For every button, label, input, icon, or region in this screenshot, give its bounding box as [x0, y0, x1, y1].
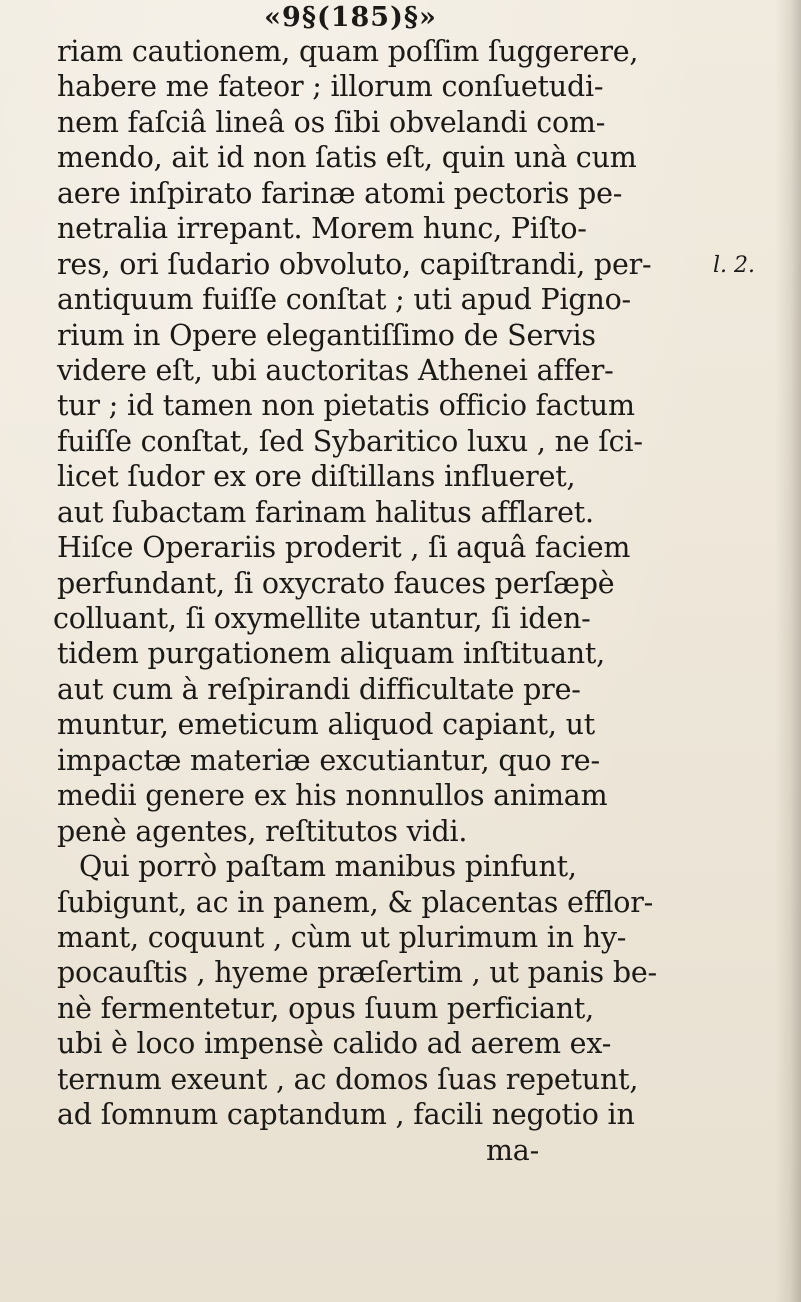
- text-line: Hiſce Operariis proderit , ſi aquâ faciem: [57, 531, 631, 565]
- text-line: nè fermentetur, opus ſuum perficiant,: [57, 991, 595, 1025]
- text-block: [53, 34, 657, 1168]
- text-line: nem faſciâ lineâ os ſibi obvelandi com-: [57, 105, 606, 139]
- text-line: Qui porrò paſtam manibus pinfunt,: [79, 850, 577, 884]
- text-line: aere inſpirato farinæ atomi pectoris pe-: [57, 176, 623, 210]
- page-number: «9§(185)§»: [264, 2, 437, 33]
- text-line: habere me fateor ; illorum conſuetudi-: [57, 70, 604, 104]
- text-line: rium in Opere elegantiſſimo de Servis: [57, 318, 596, 352]
- text-line: colluant, ſi oxymellite utantur, ſi iden-: [53, 602, 591, 635]
- text-line: ſubigunt, ac in panem, & placentas efflor-: [57, 885, 654, 919]
- text-line: tidem purgationem aliquam inſtituant,: [57, 637, 606, 671]
- page-binding-edge: [775, 0, 801, 1302]
- text-line: videre eſt, ubi auctoritas Athenei affer-: [57, 353, 614, 387]
- text-line: medii genere ex his nonnullos animam: [57, 779, 608, 813]
- text-line: aut ſubactam farinam halitus afflaret.: [57, 495, 594, 529]
- margin-note: l. 2.: [713, 253, 756, 278]
- text-line: mendo, ait id non ſatis eſt, quin unà cum: [57, 141, 637, 175]
- text-line: muntur, emeticum aliquod capiant, ut: [57, 708, 596, 742]
- text-line: perfundant, ſi oxycrato fauces perſæpè: [57, 566, 615, 600]
- text-line: fuiſſe conſtat, ſed Sybaritico luxu , ne ſci-: [57, 424, 643, 458]
- text-line: ternum exeunt , ac domos ſuas repetunt,: [57, 1062, 639, 1096]
- text-line: aut cum à reſpirandi difficultate pre-: [57, 672, 581, 706]
- catchword: ma-: [485, 1133, 539, 1167]
- text-line: pocauſtis , hyeme præſertim , ut panis be-: [57, 956, 657, 990]
- text-line: riam cautionem, quam poſſim ſuggerere,: [57, 35, 639, 68]
- text-line: mant, coquunt , cùm ut plurimum in hy-: [57, 920, 627, 954]
- text-line: tur ; id tamen non pietatis officio factum: [57, 389, 635, 423]
- text-line: res, ori ſudario obvoluto, capiſtrandi, per-: [57, 247, 652, 281]
- text-line: ubi è loco impensè calido ad aerem ex-: [57, 1027, 612, 1061]
- text-line: ad ſomnum captandum , facili negotio in: [57, 1098, 635, 1132]
- text-line: antiquum fuiſſe conſtat ; uti apud Pigno-: [57, 283, 631, 317]
- text-line: licet ſudor ex ore diſtillans influeret,: [57, 460, 576, 494]
- text-line: netralia irrepant. Morem hunc, Piſto-: [57, 212, 587, 246]
- text-line: penè agentes, reſtitutos vidi.: [57, 814, 468, 848]
- text-line: impactæ materiæ excutiantur, quo re-: [57, 743, 600, 777]
- running-head: [0, 2, 801, 33]
